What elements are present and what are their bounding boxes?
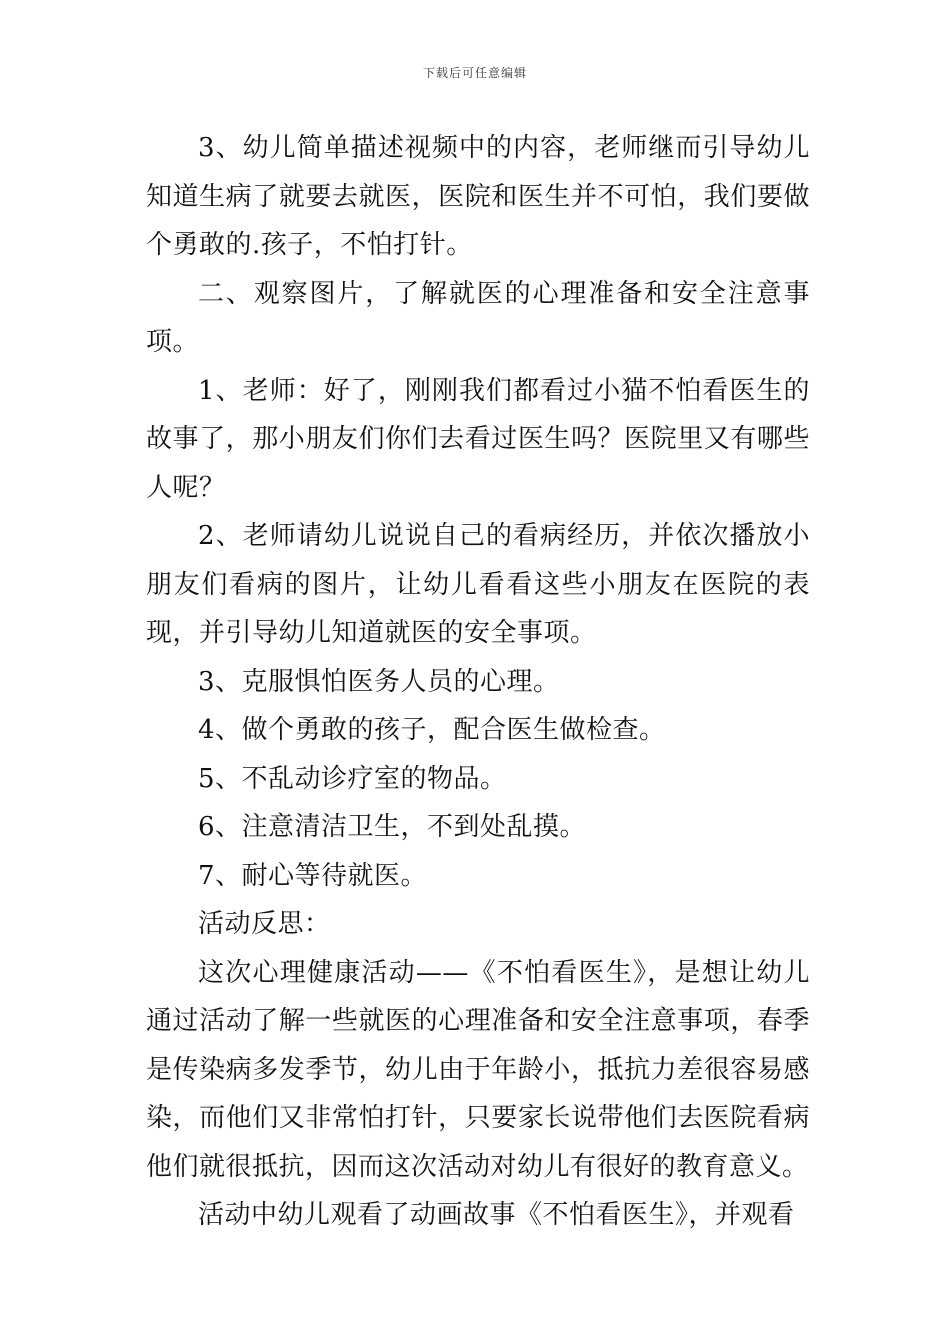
paragraph-step-5-items: 5、不乱动诊疗室的物品。 bbox=[198, 763, 507, 794]
paragraph-step-1-teacher: 1、老师：好了，刚刚我们都看过小猫不怕看医生的故事了，那小朋友们你们去看过医生吗？医院里又有哪些人呢？ bbox=[146, 375, 810, 503]
paragraph-section-2-heading: 二、观察图片，了解就医的心理准备和安全注意事项。 bbox=[146, 278, 810, 357]
document-body bbox=[146, 124, 810, 1240]
page-header: 下载后可任意编辑 bbox=[422, 66, 527, 80]
paragraph-reflection-body: 这次心理健康活动——《不怕看医生》，是想让幼儿通过活动了解一些就医的心理准备和安全注意事项，春季是传染病多发季节，幼儿由于年龄小，抵抗力差很容易感染，而他们又非常怕打针，只要家长说带他们去医院看病他们就很抵抗，因而这次活动对幼儿有很好的教育意义。 bbox=[146, 957, 810, 1182]
paragraph-step-3-video: 3、幼儿简单描述视频中的内容，老师继而引导幼儿知道生病了就要去就医，医院和医生并不可怕，我们要做个勇敢的.孩子，不怕打针。 bbox=[146, 133, 810, 260]
paragraph-step-6-hygiene: 6、注意清洁卫生，不到处乱摸。 bbox=[198, 812, 587, 842]
paragraph-step-4-brave: 4、做个勇敢的孩子，配合医生做检查。 bbox=[198, 715, 666, 745]
paragraph-reflection-heading: 活动反思： bbox=[198, 909, 331, 939]
paragraph-reflection-continued: 活动中幼儿观看了动画故事《不怕看医生》，并观看 bbox=[198, 1200, 795, 1230]
paragraph-step-3-fear: 3、克服惧怕医务人员的心理。 bbox=[198, 666, 560, 697]
paragraph-step-2-experience: 2、老师请幼儿说说自己的看病经历，并依次播放小朋友们看病的图片，让幼儿看看这些小朋友在医院的表现，并引导幼儿知道就医的安全事项。 bbox=[146, 521, 810, 648]
paragraph-step-7-patience: 7、耐心等待就医。 bbox=[198, 860, 428, 891]
